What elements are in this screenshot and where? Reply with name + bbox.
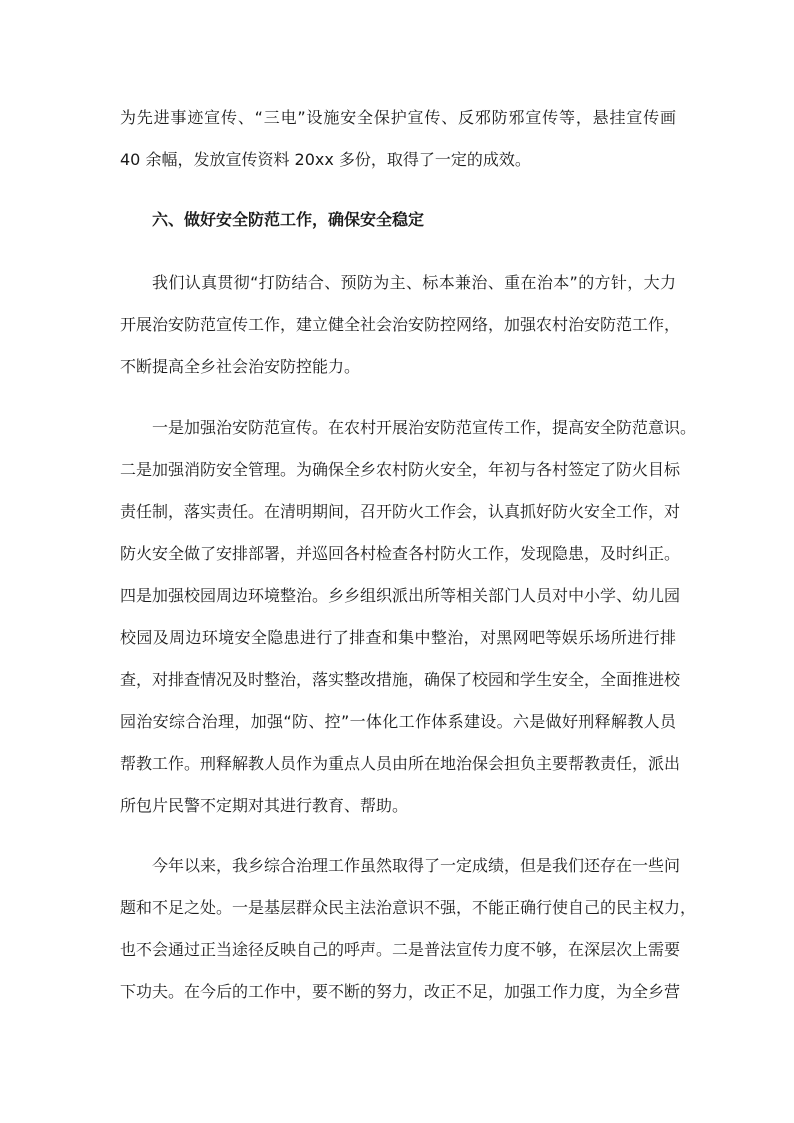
section-heading: 六、做好安全防范工作，确保安全稳定 xyxy=(152,210,425,229)
paragraph-line: 开展治安防范宣传工作，建立健全社会治安防控网络，加强农村治安防范工作， xyxy=(120,315,681,334)
paragraph-line: 帮教工作。刑释解教人员作为重点人员由所在地治保会担负主要帮教责任，派出 xyxy=(120,754,681,773)
paragraph-line: 题和不足之处。一是基层群众民主法治意识不强，不能正确行使自己的民主权力， xyxy=(120,898,697,917)
paragraph-line: 今年以来，我乡综合治理工作虽然取得了一定成绩，但是我们还存在一些问 xyxy=(152,856,681,875)
paragraph-line: 责任制，落实责任。在清明期间，召开防火工作会，认真抓好防火安全工作，对 xyxy=(120,502,681,521)
paragraph-line: 校园及周边环境安全隐患进行了排查和集中整治，对黑网吧等娱乐场所进行排 xyxy=(120,628,676,647)
intro-line: 40 余幅，发放宣传资料 20xx 多份，取得了一定的成效。 xyxy=(120,150,531,169)
paragraph-line: 不断提高全乡社会治安防控能力。 xyxy=(120,357,361,376)
paragraph-line: 所包片民警不定期对其进行教育、帮助。 xyxy=(120,796,409,815)
paragraph-line: 下功夫。在今后的工作中，要不断的努力，改正不足，加强工作力度，为全乡营 xyxy=(120,982,681,1001)
paragraph-line: 我们认真贯彻“打防结合、预防为主、标本兼治、重在治本”的方针，大力 xyxy=(152,273,676,292)
paragraph-line: 一是加强治安防范宣传。在农村开展治安防范宣传工作，提高安全防范意识。 xyxy=(152,418,697,437)
intro-line: 为先进事迹宣传、“三电”设施安全保护宣传、反邪防邪宣传等，悬挂宣传画 xyxy=(120,108,676,127)
paragraph-line: 二是加强消防安全管理。为确保全乡农村防火安全，年初与各村签定了防火目标 xyxy=(120,460,681,479)
paragraph-line: 查，对排查情况及时整治，落实整改措施，确保了校园和学生安全，全面推进校 xyxy=(120,670,681,689)
paragraph-line: 园治安综合治理，加强“防、控”一体化工作体系建设。六是做好刑释解教人员 xyxy=(120,712,676,731)
paragraph-line: 四是加强校园周边环境整治。乡乡组织派出所等相关部门人员对中小学、幼儿园 xyxy=(120,586,681,605)
paragraph-line: 也不会通过正当途径反映自己的呼声。二是普法宣传力度不够，在深层次上需要 xyxy=(120,940,681,959)
paragraph-line: 防火安全做了安排部署，并巡回各村检查各村防火工作，发现隐患，及时纠正。 xyxy=(120,544,681,563)
